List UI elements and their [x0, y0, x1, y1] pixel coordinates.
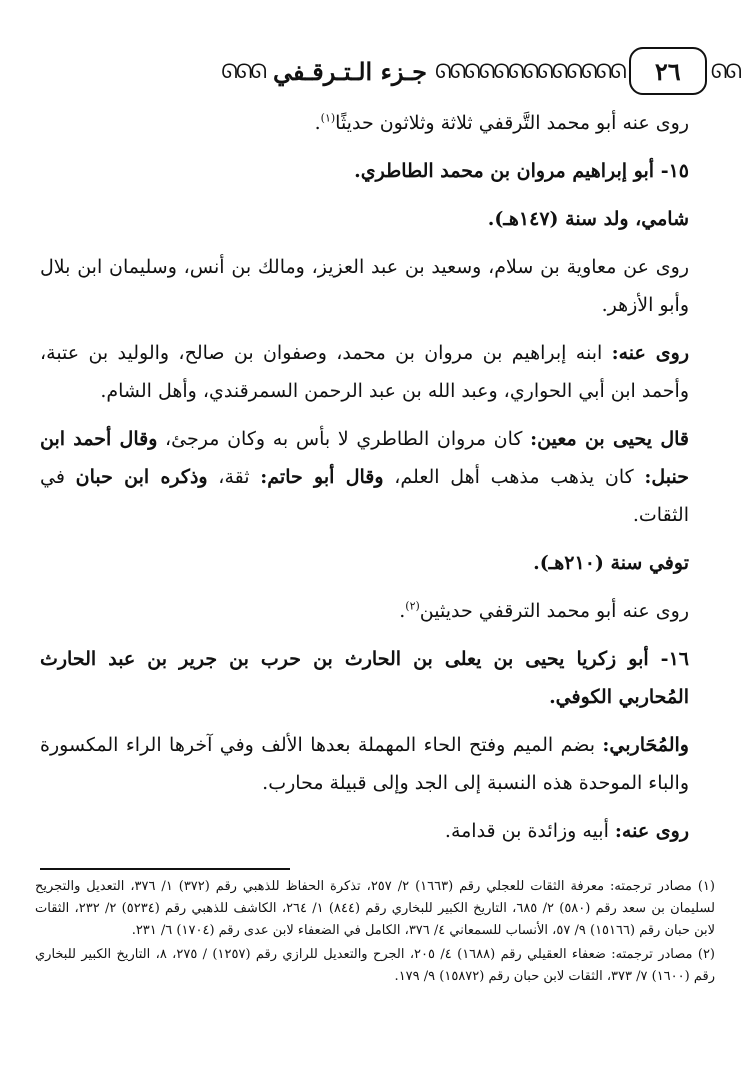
ornament-right-decoration: ᘏᘏ — [710, 59, 740, 83]
entry-16-title: ١٦- أبو زكريا يحيى بن يعلى بن الحارث بن حرب بن جرير بن عبد الحارث المُحاربي الكوفي. — [40, 648, 689, 708]
quote-text-ahmad: كان يذهب مذهب أهل العلم، — [383, 466, 645, 488]
sentence-end-2: . — [399, 600, 406, 622]
quote-text-ibn-maeen: كان مروان الطاطري لا بأس به وكان مرجئ، — [157, 428, 531, 450]
quote-text-abu-hatim: ثقة، — [207, 466, 261, 488]
footnotes — [35, 876, 715, 990]
entry-16-students — [40, 812, 715, 850]
running-title: جـزء الـتـرقـفي — [273, 56, 427, 86]
entry-15-birth: شامي، ولد سنة (١٤٧هـ). — [487, 208, 689, 230]
footnote-1: (١) مصادر ترجمته: معرفة الثقات للعجلي رقم (١٦٦٣) ٢/ ٢٥٧، تذكرة الحفاظ للذهبي رقم (٣٧٢) ١/ ٣٧٦، التعديل والتجريح لسليمان بن سعد رقم (٥٨٠) ٢/ ٦٨٥، التاريخ الكبير للبخاري رقم (٨٤٤) ١/ ٢٦٤، الكاشف للذهبي رقم (٥٢٣٤) ٢/ ٢٣٢، الثقات لابن حبان رقم (١٥١٦٦) ٩/ ٥٧، الأنساب للسمعاني ٤/ ٣٧٦، الكامل في الضعفاء لابن عدى رقم (١٧٠٤) ٦/ ٢٣١. — [35, 879, 715, 938]
students-text: ابنه إبراهيم بن مروان بن محمد، وصفوان بن صالح، والوليد بن عتبة، وأحمد ابن أبي الحواري، وعبد الله بن عبد الرحمن السمرقندي، وأهل الشام. — [40, 342, 689, 402]
quote-label-ibn-hibban: وذكره ابن حبان — [75, 466, 208, 488]
narrations-text: روى عنه أبو محمد الترقفي حديثين — [419, 600, 689, 622]
entry-15-death: توفي سنة (٢١٠هـ). — [533, 552, 689, 574]
entry-15-narrations — [40, 592, 715, 630]
page-number-text: ٢٦ — [654, 56, 681, 86]
entry-15-quotes — [40, 420, 715, 534]
page-body — [40, 104, 715, 860]
students-label: روى عنه: — [611, 342, 690, 364]
students-text-16: أبيه وزائدة بن قدامة. — [444, 820, 615, 842]
footnote-2: (٢) مصادر ترجمته: ضعفاء العقيلي رقم (١٦٨٨) ٤/ ٢٠٥، الجرح والتعديل للرازي رقم (١٢٥٧) / ٢٧٥، ٨، التاريخ الكبير للبخاري رقم (١٦٠٠) ٧/ ٣٧٣، الثقات لابن حبان رقم (١٥٨٧٢) ٩/ ١٧٩. — [35, 947, 715, 984]
nisba-text: بضم الميم وفتح الحاء المهملة بعدها الألف وفي آخرها الراء المكسورة والباء الموحدة هذه النسبة إلى الجد وإلى قبيلة محارب. — [40, 734, 689, 794]
quote-label-abu-hatim: وقال أبو حاتم: — [260, 466, 384, 488]
students-label-16: روى عنه: — [614, 820, 689, 842]
quote-label-ibn-maeen: قال يحيى بن معين: — [530, 428, 689, 450]
nisba-label: والمُحَاربي: — [602, 734, 689, 756]
quote-text-ibn-hibban: في الثقات. — [40, 466, 689, 526]
entry-15-title: ١٥- أبو إبراهيم مروان بن محمد الطاطري. — [354, 160, 689, 182]
narration-text: روى عنه أبو محمد التَّرقفي ثلاثة وثلاثون حديثًا — [335, 112, 689, 134]
quote-label-ahmad: وقال أحمد ابن حنبل: — [40, 428, 689, 488]
entry-16-nisba — [40, 726, 715, 802]
entry-15-teachers: روى عن معاوية بن سلام، وسعيد بن عبد العزيز، ومالك بن أنس، وسليمان ابن بلال وأبو الأزهر. — [40, 256, 689, 316]
paragraph-narration-count — [40, 104, 715, 142]
footnote-divider — [40, 868, 290, 870]
footnote-ref-1: (١) — [320, 111, 336, 125]
ornament-left-decoration: ᘏᘏᘏ — [221, 59, 266, 83]
page-header — [30, 44, 740, 98]
ornament-middle-decoration: ᘏᘏᘏᘏᘏᘏᘏᘏᘏᘏᘏᘏᘏ — [434, 59, 625, 83]
entry-15-students — [40, 334, 715, 410]
footnote-ref-2: (٢) — [405, 599, 420, 613]
sentence-end: . — [314, 112, 321, 134]
page-number — [629, 47, 707, 95]
